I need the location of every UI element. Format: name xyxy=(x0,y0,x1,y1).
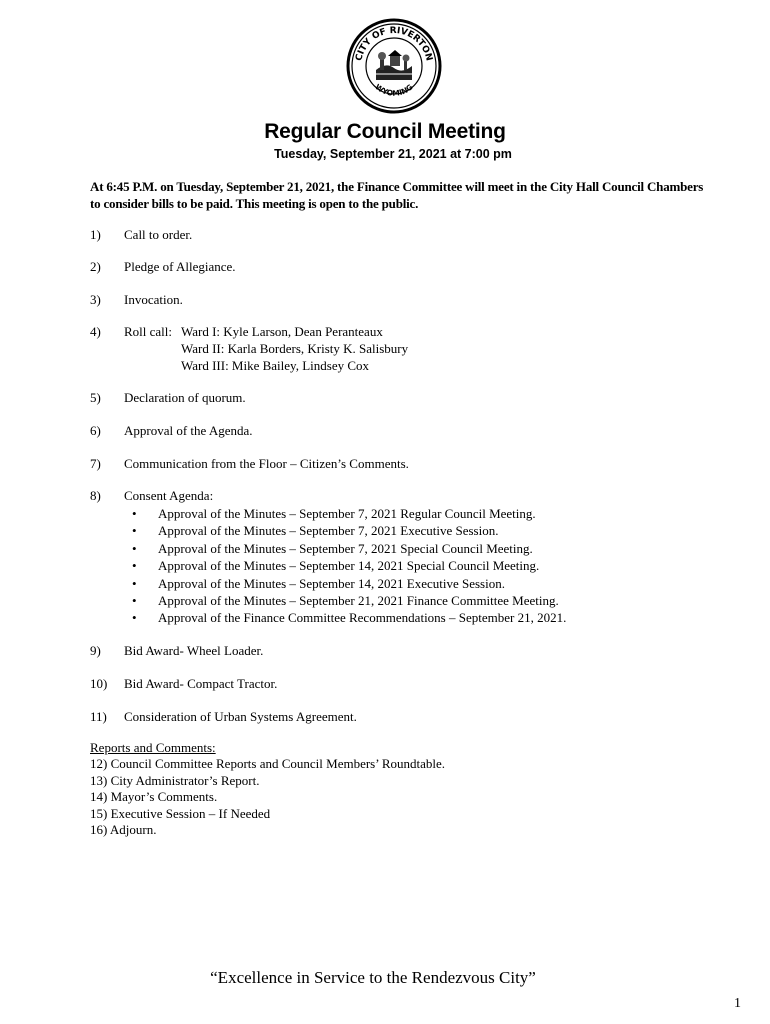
agenda-item-text: Bid Award- Compact Tractor. xyxy=(124,676,278,691)
report-item: 15) Executive Session – If Needed xyxy=(90,805,271,821)
agenda-item-text: Communication from the Floor – Citizen’s Comments. xyxy=(124,456,409,471)
consent-item: • Approval of the Minutes – September 7, 2021 Regular Council Meeting. xyxy=(124,505,566,522)
agenda-item-number: 6) xyxy=(90,423,101,438)
agenda-item-number: 5) xyxy=(90,390,101,405)
reports-section xyxy=(90,740,445,838)
page-number: 1 xyxy=(734,996,741,1011)
consent-item: • Approval of the Minutes – September 14, 2021 Executive Session. xyxy=(124,575,566,592)
seal-top-text: CITY OF RIVERTON xyxy=(354,25,434,63)
agenda-item-text: Declaration of quorum. xyxy=(124,390,246,405)
agenda-item-text: Approval of the Agenda. xyxy=(124,423,253,438)
agenda-item-text: Roll call: xyxy=(124,324,173,339)
agenda-item-number: 2) xyxy=(90,259,101,274)
meeting-datetime: Tuesday, September 21, 2021 at 7:00 pm xyxy=(274,147,512,161)
agenda-item-text: Consent Agenda: xyxy=(124,488,214,503)
agenda-item-number: 11) xyxy=(90,709,107,724)
finance-committee-notice: At 6:45 P.M. on Tuesday, September 21, 2021, the Finance Committee will meet in the City Hall Council Chambers to consider bills to be paid. This meeting is open to the public. xyxy=(90,179,704,211)
agenda-item-number: 7) xyxy=(90,456,101,471)
agenda-item-number: 9) xyxy=(90,643,101,658)
report-item: 13) City Administrator’s Report. xyxy=(90,772,260,788)
footer-motto: “Excellence in Service to the Rendezvous City” xyxy=(210,968,536,987)
page-title: Regular Council Meeting xyxy=(264,120,506,143)
agenda-item-number: 3) xyxy=(90,292,101,307)
report-item: 16) Adjourn. xyxy=(90,822,157,838)
reports-heading: Reports and Comments: xyxy=(90,740,216,755)
report-item: 12) Council Committee Reports and Council Members’ Roundtable. xyxy=(90,756,446,772)
city-seal-logo xyxy=(346,18,442,114)
ward-3-members: Ward III: Mike Bailey, Lindsey Cox xyxy=(181,358,370,373)
agenda-item-text: Pledge of Allegiance. xyxy=(124,259,236,274)
seal-bottom-text: WYOMING xyxy=(373,82,415,98)
seal-scene xyxy=(376,50,412,80)
consent-agenda-list xyxy=(124,505,566,627)
ward-2-members: Ward II: Karla Borders, Kristy K. Salisbury xyxy=(181,341,409,356)
consent-item: • Approval of the Minutes – September 14, 2021 Special Council Meeting. xyxy=(124,557,566,574)
agenda-item-text: Consideration of Urban Systems Agreement. xyxy=(124,709,357,724)
agenda-item-number: 8) xyxy=(90,488,101,503)
consent-item: • Approval of the Minutes – September 21, 2021 Finance Committee Meeting. xyxy=(124,592,566,609)
report-item: 14) Mayor’s Comments. xyxy=(90,789,218,805)
agenda-item-text: Call to order. xyxy=(124,227,193,242)
agenda-item-text: Invocation. xyxy=(124,292,183,307)
agenda-item-number: 4) xyxy=(90,324,101,339)
ward-1-members: Ward I: Kyle Larson, Dean Peranteaux xyxy=(181,324,383,339)
consent-item: • Approval of the Minutes – September 7, 2021 Special Council Meeting. xyxy=(124,540,566,557)
agenda-item-text: Bid Award- Wheel Loader. xyxy=(124,643,264,658)
consent-item: • Approval of the Finance Committee Recommendations – September 21, 2021. xyxy=(124,609,566,626)
agenda-item-number: 1) xyxy=(90,227,101,242)
agenda-item-number: 10) xyxy=(90,676,108,691)
consent-item: • Approval of the Minutes – September 7, 2021 Executive Session. xyxy=(124,522,566,539)
